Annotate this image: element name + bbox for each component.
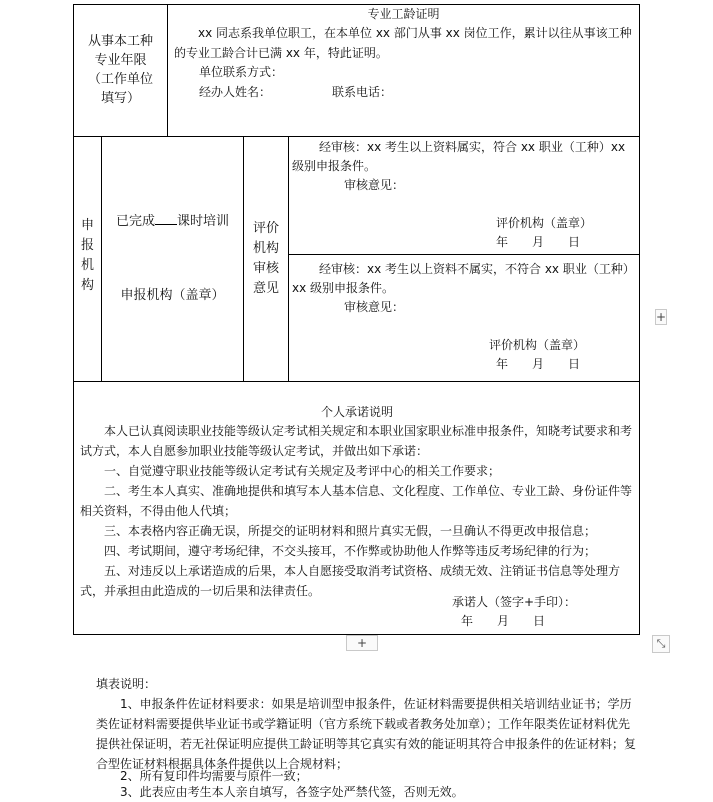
row-divider	[73, 136, 640, 137]
training-line	[102, 212, 243, 232]
review-date: 年 月 日	[496, 357, 581, 371]
col-divider	[288, 136, 289, 381]
promise-item: 三、本表格内容正确无误，所提交的证明材料和照片真实无假，一旦确认不得更改申报信息；	[104, 524, 597, 538]
review-date: 年 月 日	[496, 235, 581, 249]
notes-item-2: 2、所有复印件均需要与原件一致；	[120, 769, 308, 783]
review-pass-text: 经审核：xx 考生以上资料属实，符合 xx 职业（工种）xx 级别申报条件。	[292, 140, 626, 173]
col-divider	[167, 4, 168, 136]
side-char: 机	[80, 258, 94, 273]
label-line: 填写）	[100, 91, 140, 106]
apply-seal-label: 申报机构（盖章）	[120, 288, 225, 303]
apply-side-label	[74, 216, 101, 296]
cert-body: xx 同志系我单位职工，在本单位 xx 部门从事 xx 岗位工作，累计以往从事该工种的专业工龄合计已满 xx 年，特此证明。	[174, 26, 632, 60]
side-line: 审核	[252, 261, 279, 276]
promise-item: 二、考生本人真实、准确地提供和填写本人基本信息、文化程度、工作单位、专业工龄、身份证件等相关资料，不得由他人代填；	[80, 484, 633, 518]
promise-title: 个人承诺说明	[320, 405, 393, 419]
side-line: 机构	[252, 241, 279, 256]
add-column-button[interactable]: +	[656, 310, 667, 324]
handler-label: 经办人姓名：	[199, 85, 272, 99]
promise-item: 一、自觉遵守职业技能等级认定考试有关规定及考评中心的相关工作要求；	[104, 464, 501, 478]
review-seal-label: 评价机构（盖章）	[489, 338, 586, 352]
training-prefix: 已完成	[115, 214, 155, 229]
review-seal-label: 评价机构（盖章）	[496, 216, 593, 230]
label-line: （工作单位	[87, 72, 153, 87]
promise-item: 四、考试期间，遵守考场纪律，不交头接耳，不作弊或协助他人作弊等违反考场纪律的行为；	[104, 544, 597, 558]
promise-date: 年 月 日	[461, 614, 546, 628]
cert-title: 专业工龄证明	[367, 7, 440, 21]
col-divider	[101, 136, 102, 381]
side-char: 报	[80, 238, 94, 253]
training-hours-blank[interactable]	[155, 212, 177, 225]
unit-contact-label: 单位联系方式：	[199, 65, 284, 79]
side-char: 构	[80, 278, 94, 293]
notes-title: 填表说明：	[96, 677, 157, 691]
notes-item-1: 1、申报条件佐证材料要求：如果是培训型申报条件，佐证材料需要提供相关培训结业证书；学历类佐证材料需要提供毕业证书或学籍证明（官方系统下载或者教务处加章）；工作年限类佐证材料优先提供社保证明，若无社保证明应提供工龄证明等其它真实有效的能证明其符合申报条件的佐证材料；复合型佐证材料根据具体条件提供以上合规材料；	[96, 697, 637, 771]
promise-body	[80, 421, 635, 601]
add-row-button[interactable]: +	[346, 635, 378, 651]
review-fail-text: 经审核：xx 考生以上资料不属实，不符合 xx 职业（工种）xx 级别申报条件。	[292, 262, 635, 295]
phone-label: 联系电话：	[332, 85, 393, 99]
review-divider	[288, 254, 640, 255]
side-char: 申	[80, 218, 94, 233]
review-opinion-label: 审核意见：	[344, 300, 405, 314]
promise-intro: 本人已认真阅读职业技能等级认定考试相关规定和本职业国家职业标准申报条件，知晓考试要求和考试方式，本人自愿参加职业技能等级认定考试，并做出如下承诺：	[80, 424, 633, 458]
review-opinion-label: 审核意见：	[344, 178, 405, 192]
row-divider	[73, 381, 640, 382]
table-resize-icon[interactable]: ⤡	[652, 635, 670, 653]
review-side-label	[244, 219, 288, 299]
work-years-label	[74, 32, 167, 108]
label-line: 从事本工种	[87, 34, 153, 49]
promise-item: 五、对违反以上承诺造成的后果，本人自愿接受取消考试资格、成绩无效、注销证书信息等处理方式，并承担由此造成的一切后果和法律责任。	[80, 564, 621, 598]
training-suffix: 课时培训	[177, 214, 230, 229]
notes-item-3: 3、此表应由考生本人亲自填写，各签字处严禁代签，否则无效。	[120, 785, 464, 799]
side-line: 评价	[252, 221, 279, 236]
side-line: 意见	[252, 281, 279, 296]
promise-signer-label: 承诺人（签字+手印）：	[452, 595, 577, 609]
label-line: 专业年限	[94, 53, 147, 68]
